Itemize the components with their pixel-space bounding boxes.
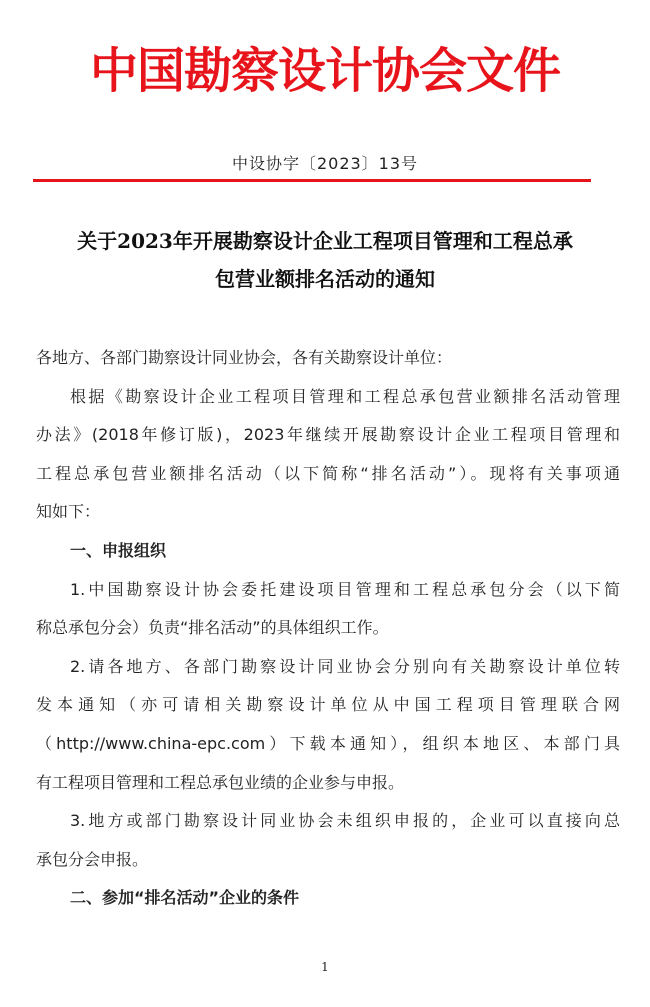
item-line: 有工程项目管理和工程总承包业绩的企业参与申报。: [36, 772, 405, 792]
item-line: 3.地方或部门勘察设计同业协会未组织申报的，企业可以直接向总: [70, 811, 620, 831]
section-1-heading: 一、申报组织: [70, 540, 167, 560]
section-1-item-3: [36, 802, 620, 879]
page-number: 1: [321, 960, 329, 974]
masthead-title: 中国勘察设计协会文件: [89, 43, 560, 99]
item-line: 称总承包分会）负责“排名活动”的具体组织工作。: [36, 618, 389, 638]
document-number: 中设协字〔2023〕13号: [231, 154, 419, 173]
item-line: 承包分会申报。: [36, 849, 149, 869]
item-line: 1.中国勘察设计协会委托建设项目管理和工程总承包分会（以下简: [70, 579, 620, 599]
intro-line: 办法》(2018年修订版)，2023年继续开展勘察设计企业工程项目管理和: [36, 425, 620, 445]
salutation-text: 各地方、各部门勘察设计同业协会，各有关勘察设计单位：: [36, 348, 453, 367]
section-1-item-2: [36, 648, 620, 802]
salutation: [36, 339, 620, 378]
notice-title-line-1: 关于2023年开展勘察设计企业工程项目管理和工程总承: [77, 229, 573, 253]
section-1-item-1: [36, 571, 620, 648]
notice-title: [22, 222, 628, 298]
item-line: （http://www.china-epc.com）下载本通知），组织本地区、本部门具: [36, 733, 620, 753]
section-2-heading: 二、参加“排名活动”企业的条件: [70, 888, 300, 908]
intro-line: 工程总承包营业额排名活动（以下简称“排名活动”）。现将有关事项通: [36, 463, 620, 483]
notice-body: [36, 339, 620, 918]
intro-line: 知如下：: [36, 502, 101, 522]
item-line: 发本通知（亦可请相关勘察设计单位从中国工程项目管理联合网: [36, 695, 620, 715]
item-line: 2.请各地方、各部门勘察设计同业协会分别向有关勘察设计单位转: [70, 656, 620, 676]
intro-paragraph: [36, 378, 620, 532]
notice-title-line-2: 包营业额排名活动的通知: [215, 267, 435, 291]
intro-line: 根据《勘察设计企业工程项目管理和工程总承包营业额排名活动管理: [70, 386, 620, 406]
red-divider-line: [33, 179, 591, 182]
